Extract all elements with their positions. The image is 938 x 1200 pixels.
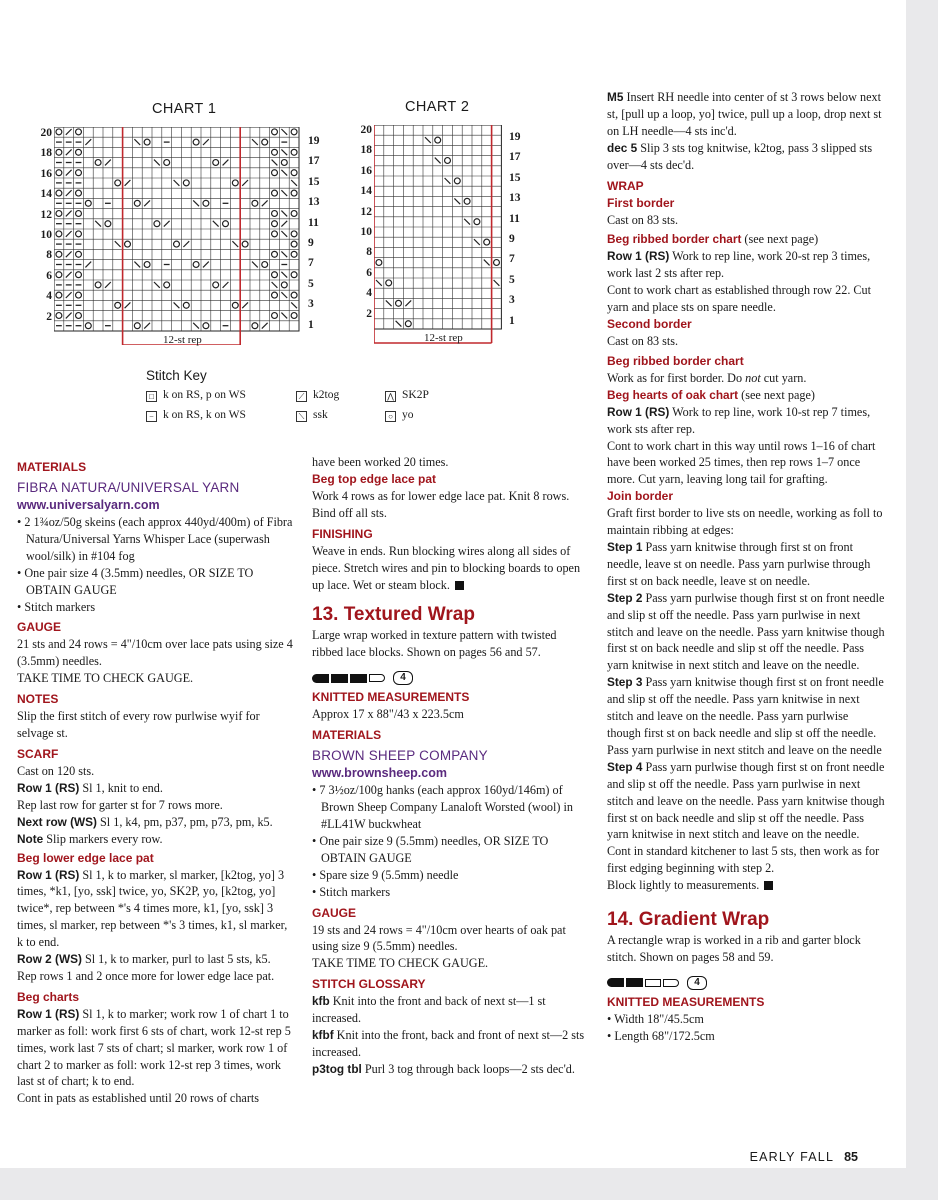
lower-edge-row-1: Row 1 (RS) Sl 1, k to marker, sl marker, [k2tog, yo] 3 times, *k1, [yo, ssk] twice, yo, SK2P, yo, [k2tog, yo] twice*, rep between *'s 4 times more, k1, [yo, ssk] 3 times, sl marker, rep between *'s 3 times, k1, sl marker, k to end. [17,867,288,950]
k2tog-icon: ⟋ [296,391,307,402]
vendor-url-2[interactable]: www.brownsheep.com [312,766,447,781]
skill-level-indicator [607,976,707,990]
chart2-title: CHART 2 [405,99,470,115]
row-number: 5 [509,273,515,286]
skill-bar-icon [607,978,624,987]
hearts-chart-heading: Beg hearts of oak chart (see next page) [607,387,815,402]
chart2-rep-label: 12-st rep [424,332,463,344]
row-number: 2 [46,310,52,323]
chart1-grid [54,127,304,345]
ribbed-chart-heading: Beg ribbed border chart (see next page) [607,232,819,247]
top-edge-heading: Beg top edge lace pat [312,471,437,486]
sk2p-icon: ⋀ [385,391,396,402]
step-3: Step 3 Pass yarn knitwise though first st on front needle and slip st off the needle. Pass yarn knitwise in next stitch and leave on the needle. Pass yarn purlwise though first st on back needle and slip st off the needle. Pass yarn purlwise in next stitch and leave on the needle [607,675,884,757]
glossary-p3tog: p3tog tbl Purl 3 tog through back loops—2 sts dec'd. [312,1061,575,1076]
materials-item: • Stitch markers [17,599,96,614]
row-number: 6 [366,266,372,279]
glossary-kfb: kfb Knit into the front and back of next st—1 st increased. [312,994,546,1026]
charts-cont-end: have been worked 20 times. [312,455,449,469]
row-number: 18 [40,147,52,160]
project-13-intro: Large wrap worked in texture pattern with twisted ribbed lace blocks. Shown on pages 56 and 57. [312,628,557,660]
ssk-icon: ⟍ [296,411,307,422]
row-number: 19 [308,135,320,147]
stitch-key-label: k2tog [313,389,340,401]
skill-bar-icon [645,979,661,987]
row-number: 17 [308,155,320,168]
row-number: 12 [360,205,372,218]
column-2 [312,454,589,1078]
project-13-title: 13. Textured Wrap [312,604,475,626]
end-square-icon [455,581,464,590]
join-border-text: Graft first border to live sts on needle, working as foll to maintain ribbing at edges: [607,506,883,538]
skill-bar-icon [331,674,348,683]
materials-heading-2: MATERIALS [312,728,382,743]
row-number: 8 [46,249,52,262]
row-number: 9 [509,233,515,245]
glossary-dec5: dec 5 Slip 3 sts tog knitwise, k2tog, pass 3 slipped sts over—4 sts dec'd. [607,140,873,172]
skill-level-badge: 4 [687,976,707,990]
first-border-heading: First border [607,195,675,210]
stitch-key-item [385,409,414,422]
first-border-text: Cast on 83 sts. [607,212,679,227]
top-edge-text: Work 4 rows as for lower edge lace pat. Knit 8 rows. Bind off all sts. [312,488,570,520]
glossary-m5: M5 Insert RH needle into center of st 3 rows below next st, [pull up a loop, yo] twice, pull up a loop, drop next st on LH needle—4 sts inc'd. [607,90,882,138]
lower-edge-heading: Beg lower edge lace pat [17,850,154,865]
scarf-note: Note Slip markers every row. [17,831,163,846]
stitch-glossary-heading: STITCH GLOSSARY [312,977,426,992]
row-number: 2 [366,307,372,320]
yarn-vendor-2: BROWN SHEEP COMPANY [312,748,488,764]
gauge-check: TAKE TIME TO CHECK GAUGE. [17,671,194,686]
ribbed-chart-2-text: Work as for first border. Do not cut yarn. [607,370,807,385]
scarf-rep: Rep last row for garter st for 7 rows more. [17,797,223,812]
scarf-heading: SCARF [17,746,59,761]
second-border-text: Cast on 83 sts. [607,333,679,348]
stitch-key-item [296,409,328,422]
skill-bar-icon [626,978,643,987]
skill-level-badge: 4 [393,671,413,685]
materials-item: • Spare size 9 (5.5mm) needle [312,867,459,882]
stitch-key-label: SK2P [402,389,429,401]
row-number: 5 [308,277,314,290]
gauge-text-2: 19 sts and 24 rows = 4"/10cm over hearts of oak pat using size 9 (5.5mm) needles. [312,922,566,954]
gauge-heading: GAUGE [17,620,62,635]
row-number: 1 [308,318,314,331]
skill-bar-icon [369,674,385,682]
row-number: 8 [366,246,372,259]
row-number: 11 [308,216,319,229]
skill-bar-icon [312,674,329,683]
skill-level-indicator [312,671,413,685]
join-border-heading: Join border [607,489,674,504]
finishing-heading: FINISHING [312,526,373,541]
purl-dash-icon: − [146,411,157,422]
notes-heading: NOTES [17,692,59,707]
chart2-grid [374,125,506,345]
materials-item: • One pair size 4 (3.5mm) needles, OR SIZE TO OBTAIN GAUGE [17,565,254,597]
row-number: 7 [308,257,314,270]
charts-row-1: Row 1 (RS) Sl 1, k to marker; work row 1 of chart 1 to marker as foll: work first 6 sts of chart, work 12-st rep 5 times, work last 7 sts of chart; sl marker, work row 1 of chart 2 to marker as foll: work 12-st rep 3 times, work last st of chart; k to end. [17,1006,291,1089]
scarf-next-row: Next row (WS) Sl 1, k4, pm, p37, pm, p73, pm, k5. [17,814,273,829]
measurement-item: • Length 68"/172.5cm [607,1028,715,1043]
row-number: 10 [360,226,372,238]
section-name: EARLY FALL [749,1150,835,1164]
stitch-key-label: ssk [313,409,328,421]
materials-item: • 7 3½oz/100g hanks (each approx 160yd/146m) of Brown Sheep Company Lanaloft Worsted (wool) in #LL41W buckwheat [312,783,573,831]
row-number: 16 [40,167,52,180]
row-number: 12 [40,208,52,221]
stitch-key-label: k on RS, k on WS [163,409,246,421]
beg-charts-heading: Beg charts [17,989,80,1004]
row-number: 20 [40,127,52,139]
project-14-intro: A rectangle wrap is worked in a rib and garter block stitch. Shown on pages 58 and 59. [607,933,861,964]
row-number: 13 [509,192,521,205]
kitchener-text: Cont in standard kitchener to last 5 sts, then work as for first edging beginning with step 2. [607,844,880,876]
column-1 [17,459,293,1107]
column-3 [607,89,885,1045]
gauge-text: 21 sts and 24 rows = 4"/10cm over lace pats using size 4 (3.5mm) needles. [17,637,293,669]
hearts-row-1: Row 1 (RS) Work to rep line, work 10-st rep 7 times, work sts after rep. [607,404,871,436]
stitch-key-title: Stitch Key [146,368,207,383]
scarf-cast-on: Cast on 120 sts. [17,763,95,778]
row-number: 18 [360,144,372,157]
ribbed-chart-heading-2: Beg ribbed border chart [607,353,744,368]
chart1-title: CHART 1 [152,101,217,117]
skill-bar-icon [663,979,679,987]
row-number: 15 [509,171,521,184]
measurements-heading: KNITTED MEASUREMENTS [312,690,470,705]
row-number: 20 [360,124,372,136]
row-number: 19 [509,131,521,143]
row-number: 6 [46,269,52,282]
gauge-check-2: TAKE TIME TO CHECK GAUGE. [312,956,489,971]
project-14-title: 14. Gradient Wrap [607,909,770,931]
materials-item: • One pair size 9 (5.5mm) needles, OR SIZE TO OBTAIN GAUGE [312,833,549,865]
materials-heading: MATERIALS [17,460,87,474]
skill-bar-icon [350,674,367,683]
row-number: 1 [509,314,515,327]
end-square-icon [764,881,773,890]
glossary-kfbf: kfbf Knit into the front, back and front of next st—2 sts increased. [312,1028,585,1059]
row-number: 4 [366,287,372,300]
chart1-rep-label: 12-st rep [163,334,202,346]
row-number: 13 [308,196,320,209]
materials-item: • 2 1¾oz/50g skeins (each approx 440yd/400m) of Fibra Natura/Universal Yarns Whisper Lace (superwash wool/silk) in #104 fog [17,515,293,563]
page-number: 85 [844,1150,858,1164]
measurements-heading-2: KNITTED MEASUREMENTS [607,994,765,1009]
step-2: Step 2 Pass yarn purlwise though first st on front needle and slip st off the needle. Pass yarn purlwise in next stitch and leave on the needle. Pass yarn knitwise though first st on back needle and slip st off the needle. Pass yarn knitwise in next stitch and leave on the needle. [607,590,885,673]
stitch-key-label: yo [402,409,414,421]
knit-square-icon: □ [146,391,157,402]
wrap-heading: WRAP [607,178,644,193]
row-number: 7 [509,253,515,266]
stitch-key-item [146,409,246,422]
stitch-key-item [146,389,246,402]
row-number: 10 [40,229,52,241]
scarf-row-1: Row 1 (RS) Sl 1, knit to end. [17,780,163,795]
yarn-vendor: FIBRA NATURA/UNIVERSAL YARN [17,480,240,495]
materials-item: • Stitch markers [312,884,391,899]
vendor-url[interactable]: www.universalyarn.com [17,498,160,512]
ribbed-cont: Cont to work chart as established through row 22. Cut yarn and place sts on spare needle. [607,283,872,315]
row-number: 14 [40,188,52,201]
measurements-text: Approx 17 x 88"/43 x 223.5cm [312,707,464,722]
lower-edge-row-2: Row 2 (WS) Sl 1, k to marker, purl to last 5 sts, k5. Rep rows 1 and 2 once more for lower edge lace pat. [17,952,275,983]
gauge-heading-2: GAUGE [312,905,357,920]
stitch-key-item [385,389,429,402]
row-number: 15 [308,175,320,188]
row-number: 16 [360,164,372,177]
row-number: 11 [509,212,520,225]
step-1: Step 1 Pass yarn knitwise through first st on front needle, leave st on needle. Pass yarn purlwise through first st on back needle, leave st on needle. [607,540,871,588]
row-number: 3 [509,294,515,307]
notes-text: Slip the first stitch of every row purlwise wyif for selvage st. [17,709,260,741]
row-number: 3 [308,298,314,311]
block-text: Block lightly to measurements. [607,877,885,894]
row-number: 9 [308,237,314,249]
finishing-text: Weave in ends. Run blocking wires along all sides of piece. Stretch wires and pin to blocking boards to open up lace. Wet or steam block. [312,543,581,592]
step-4: Step 4 Pass yarn purlwise though first st on front needle and slip st off the needle. Pass yarn purlwise in next stitch and leave on the needle. Pass yarn knitwise though first st on back needle and slip st off the needle. Pass yarn knitwise in next stitch and leave on the needle. [607,759,885,842]
second-border-heading: Second border [607,316,692,331]
stitch-key-item [296,389,339,402]
page-footer [750,1150,858,1164]
measurement-item: • Width 18"/45.5cm [607,1011,704,1026]
ribbed-row-1: Row 1 (RS) Work to rep line, work 20-st rep 3 times, work last 2 sts after rep. [607,249,871,281]
charts-cont: Cont in pats as established until 20 rows of charts [17,1091,260,1106]
yo-circle-icon: ○ [385,411,396,422]
row-number: 4 [46,290,52,303]
hearts-cont: Cont to work chart in this way until rows 1–16 of chart have been worked 25 times, then rep rows 1–7 once more. Cut yarn, leaving long tail for grafting. [607,438,876,487]
row-number: 14 [360,185,372,198]
row-number: 17 [509,151,521,164]
stitch-key-label: k on RS, p on WS [163,389,246,401]
